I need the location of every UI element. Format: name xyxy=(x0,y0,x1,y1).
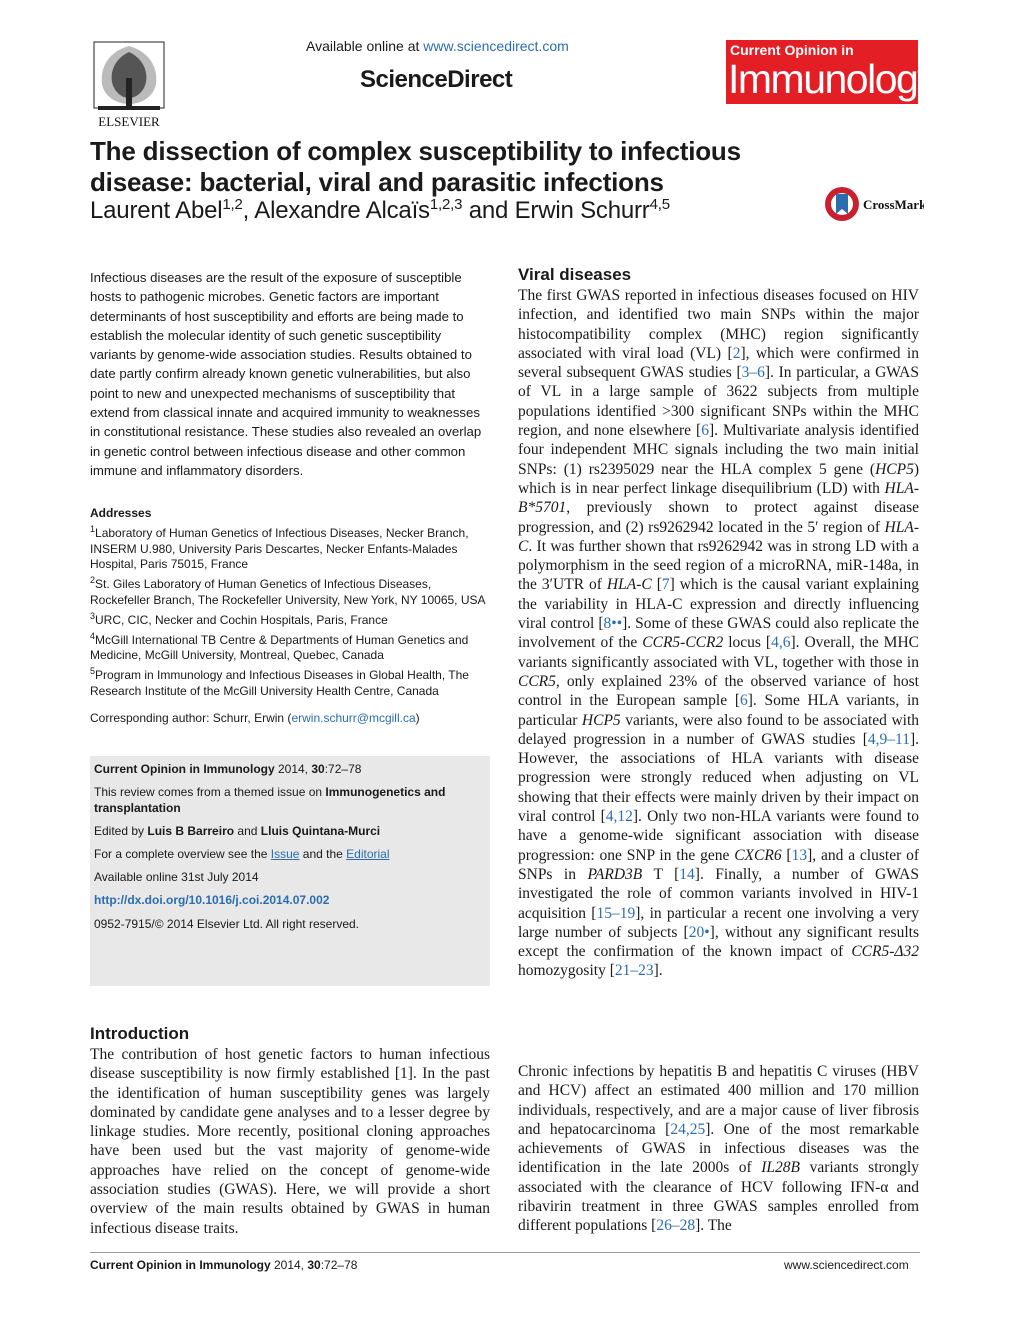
corresponding-email-link[interactable]: erwin.schurr@mcgill.ca xyxy=(291,711,416,725)
address-number: 5 xyxy=(90,666,96,677)
address-number: 3 xyxy=(90,610,96,621)
crossmark-badge[interactable] xyxy=(824,184,924,224)
gene-name: CCR5 xyxy=(518,672,556,690)
gene-name: HLA-C xyxy=(518,518,919,555)
gene-name: HCP5 xyxy=(875,460,914,478)
address-text: Laboratory of Human Genetics of Infectious Diseases, Necker Branch, INSERM U.980, University Paris Descartes, Necker Enfants-Malades Hospital, Paris 75015, France xyxy=(90,525,469,572)
citation-link[interactable]: 13 xyxy=(791,846,808,864)
sciencedirect-wordmark: ScienceDirect xyxy=(360,66,513,93)
citation-link[interactable]: 8•• xyxy=(603,615,623,633)
article-info-box xyxy=(90,756,490,986)
author-list xyxy=(90,196,670,225)
footer-pages: :72–78 xyxy=(320,1258,358,1272)
article-title: The dissection of complex susceptibility to infectious disease: bacterial, viral and parasitic infections xyxy=(90,136,741,197)
citation-link[interactable]: 14 xyxy=(679,865,695,883)
address-number: 4 xyxy=(90,630,96,641)
address-text: St. Giles Laboratory of Human Genetics of Infectious Diseases, Rockefeller Branch, The Rockefeller University, New York, NY 10065, USA xyxy=(90,577,486,607)
gene-name: CXCR6 xyxy=(734,846,782,864)
author-name[interactable]: Erwin Schurr xyxy=(514,197,650,224)
availability-line xyxy=(306,38,569,54)
citation-link[interactable]: 7 xyxy=(661,576,670,594)
infobox-journal: Current Opinion in Immunology xyxy=(94,762,275,776)
corresponding-suffix: ) xyxy=(415,711,420,725)
gene-name: CCR5-CCR2 xyxy=(642,634,724,652)
gene-name: HCP5 xyxy=(581,711,621,729)
footer-year: 2014, xyxy=(270,1258,308,1272)
infobox-citation xyxy=(94,762,486,778)
citation-link[interactable]: 24,25 xyxy=(670,1120,706,1138)
infobox-edited-prefix: Edited by xyxy=(94,824,148,838)
address-item xyxy=(90,664,490,700)
infobox-themed-issue xyxy=(94,785,486,816)
journal-logo-line2: Immunology xyxy=(728,56,937,102)
citation-link[interactable]: 20• xyxy=(688,923,710,941)
infobox-themed-topic: Immunogenetics and transplantation xyxy=(94,785,446,815)
address-text: McGill International TB Centre & Departments of Human Genetics and Medicine, McGill University, Montreal, Quebec, Canada xyxy=(90,632,469,663)
gene-name: HLA-B*5701 xyxy=(518,479,919,517)
citation-link[interactable]: 4,9–11 xyxy=(867,730,910,748)
abstract: Infectious diseases are the result of the exposure of susceptible hosts to pathogenic microbes. Genetic factors are important determinants of host susceptibility and efforts are being made to establish the molecular identity of such genetic susceptibility variants by genome-wide association studies. Results obtained to date partly confirm already known genetic vulnerabilities, but also point to new and unexpected mechanisms of susceptibility that extend from classical innate and acquired immunity to weaknesses in constitutional resistance. These studies also revealed an overlap in genetic control between infectious disease and other common immune and inflammatory disorders. xyxy=(90,270,482,478)
author-affiliation-sup: 1,2 xyxy=(222,196,243,213)
introduction-heading: Introduction xyxy=(90,1024,190,1043)
gene-name: PARD3B xyxy=(587,865,643,883)
address-text: URC, CIC, Necker and Cochin Hospitals, Paris, France xyxy=(95,612,388,627)
corresponding-author xyxy=(90,711,490,725)
author-separator: , xyxy=(242,197,255,224)
author-affiliation-sup: 4,5 xyxy=(649,196,670,213)
infobox-overview-prefix: For a complete overview see the xyxy=(94,847,271,861)
infobox-doi xyxy=(94,893,486,909)
gene-name: CCR5-Δ32 xyxy=(851,943,919,961)
citation-link[interactable]: 3–6 xyxy=(741,364,765,382)
footer-citation xyxy=(90,1258,357,1272)
crossmark-label: CrossMark xyxy=(863,197,924,212)
address-number: 1 xyxy=(90,523,96,534)
author-separator: and xyxy=(462,197,515,224)
sciencedirect-url-link[interactable]: www.sciencedirect.com xyxy=(423,38,569,54)
journal-logo-line1: Current Opinion in xyxy=(730,42,854,58)
address-item xyxy=(90,522,490,573)
citation-link[interactable]: 26–28 xyxy=(656,1217,696,1235)
journal-logo xyxy=(726,40,937,104)
infobox-overview xyxy=(94,847,486,863)
gene-name: IL28B xyxy=(761,1159,801,1177)
viral-diseases-heading: Viral diseases xyxy=(518,265,632,284)
addresses xyxy=(90,506,490,700)
corresponding-prefix: Corresponding author: Schurr, Erwin ( xyxy=(90,711,292,725)
footer-url[interactable]: www.sciencedirect.com xyxy=(784,1258,909,1272)
address-item xyxy=(90,573,490,609)
address-number: 2 xyxy=(90,575,96,586)
citation-link[interactable]: 15–19 xyxy=(596,904,636,922)
infobox-themed-prefix: This review comes from a themed issue on xyxy=(94,785,326,799)
gene-name: HLA-C xyxy=(606,576,652,594)
citation-link[interactable]: 4,12 xyxy=(605,808,633,826)
citation-link[interactable]: 21–23 xyxy=(614,962,654,980)
address-text: Program in Immunology and Infectious Diseases in Global Health, The Research Institute of the McGill University Health Centre, Canada xyxy=(90,668,469,698)
infobox-copyright: 0952-7915/© 2014 Elsevier Ltd. All right reserved. xyxy=(94,917,359,931)
footer-volume: 30 xyxy=(307,1258,321,1272)
citation-link[interactable]: 6 xyxy=(701,422,709,440)
author-name[interactable]: Alexandre Alcaïs xyxy=(254,197,430,224)
infobox-editor: Luis B Barreiro xyxy=(147,824,235,838)
issue-link[interactable]: Issue xyxy=(270,847,300,861)
author-name[interactable]: Laurent Abel xyxy=(90,197,223,224)
available-prefix: Available online at xyxy=(306,38,424,54)
infobox-overview-mid: and the xyxy=(299,847,347,861)
infobox-year: 2014, xyxy=(274,762,312,776)
viral-diseases-text: The first GWAS reported in infectious diseases focused on HIV infection, and identified two main SNPs within the major histocompatibility complex (MHC) region significantly associated with viral load (VL) [2], which were confirmed in several subsequent GWAS studies [3–6]. In particular, a GWAS of VL in a large sample of 3622 subjects from multiple populations identified >300 significant SNPs within the MHC region, and none elsewhere [6]. Multivariate analysis identified four independent MHC signals including the two main initial SNPs: (1) rs2395029 near the HLA complex 5 gene (HCP5) which is in near perfect linkage disequilibrium (LD) with HLA-B*5701, previously shown to protect against disease progression, and (2) rs9262942 located in the 5′ region of HLA-C. It was further shown that rs9262942 was in strong LD with a polymorphism in the seed region of a microRNA, miR-148a, in the 3′UTR of HLA-C [7] which is the causal variant explaining the variability in HLA-C expression and directly influencing viral control [8••]. Some of these GWAS could also replicate the involvement of the CCR5-CCR2 locus [4,6]. Overall, the MHC variants significantly associated with VL, together with those in CCR5, only explained 23% of the observed variance of host control in the European sample [6]. Some HLA variants, in particular HCP5 variants, were also found to be associated with delayed progression in a number of GWAS studies [4,9–11]. However, the associations of HLA variants with disease progression were strongly reduced when adjusting on VL showing that their effects were mainly driven by their impact on viral control [4,12]. Only two non-HLA variants were found to have a genome-wide significant association with disease progression: one SNP in the gene CXCR6 [13], and a cluster of SNPs in PARD3B T [14]. Finally, a number of GWAS investigated the role of common variants involved in HIV-1 acquisition [15–19], in particular a recent one involving a very large number of subjects [20•], without any significant results except the confirmation of the known impact of CCR5-Δ32 homozygosity [21–23]. xyxy=(518,287,920,980)
infobox-editors xyxy=(94,824,486,840)
infobox-edited-and: and xyxy=(234,824,261,838)
elsevier-logo xyxy=(88,38,170,130)
addresses-heading: Addresses xyxy=(90,506,152,520)
infobox-volume: 30 xyxy=(311,762,325,776)
footer-divider xyxy=(90,1252,920,1253)
infobox-pages: :72–78 xyxy=(324,762,362,776)
editorial-link[interactable]: Editorial xyxy=(346,847,390,861)
citation-link[interactable]: 4,6 xyxy=(771,634,791,652)
elsevier-logo-text: ELSEVIER xyxy=(98,114,160,129)
infobox-editor: Lluis Quintana-Murci xyxy=(260,824,381,838)
footer-journal: Current Opinion in Immunology xyxy=(90,1258,271,1272)
citation-link[interactable]: 2 xyxy=(732,344,741,362)
infobox-available: Available online 31st July 2014 xyxy=(94,870,259,884)
doi-link[interactable]: http://dx.doi.org/10.1016/j.coi.2014.07.002 xyxy=(94,893,330,907)
author-affiliation-sup: 1,2,3 xyxy=(429,196,463,213)
address-item xyxy=(90,629,490,665)
address-item xyxy=(90,609,490,629)
introduction-text: The contribution of host genetic factors to human infectious disease susceptibility is now firmly established [1]. In the past the identification of human susceptibility genes was largely dominated by candidate gene analyses and to a lesser degree by linkage studies. More recently, positional cloning approaches have been used but the vast majority of genome-wide approaches have relied on the concept of genome-wide association studies (GWAS). Here, we will provide a short overview of the main results obtained by GWAS in human infectious disease traits. xyxy=(90,1046,490,1237)
chronic-infections-text: Chronic infections by hepatitis B and hepatitis C viruses (HBV and HCV) affect an estimated 400 million and 170 million individuals, respectively, and are a major cause of liver fibrosis and hepatocarcinoma [24,25]. One of the most remarkable achievements of GWAS in infectious diseases was the identification in the late 2000s of IL28B variants strongly associated with the clearance of HCV following IFN-α and ribavirin treatment in three GWAS samples enrolled from different populations [26–28]. The xyxy=(518,1063,919,1235)
citation-link[interactable]: 6 xyxy=(740,692,748,710)
